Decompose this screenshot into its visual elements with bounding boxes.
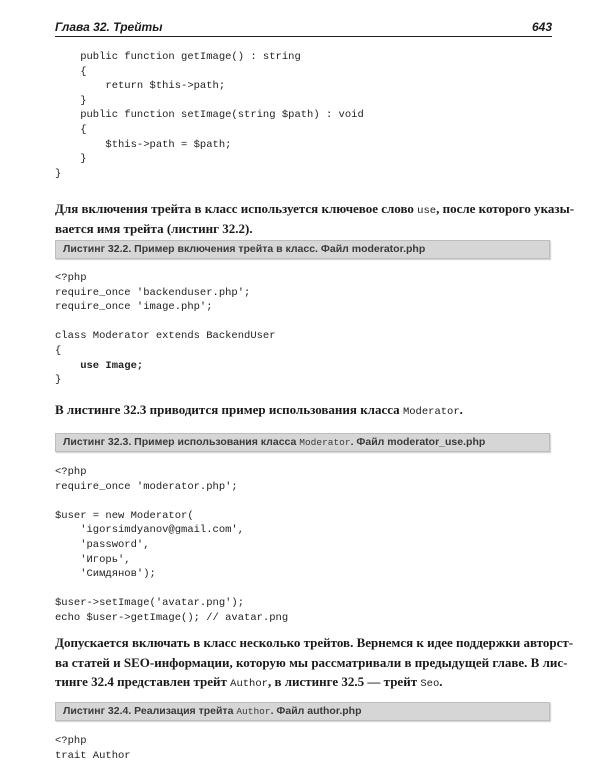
listing-32-4-code — [55, 734, 131, 763]
code-line: { — [55, 344, 62, 357]
paragraph-listing-32-3-intro — [55, 400, 552, 420]
code-line: $user->setImage('avatar.png'); — [55, 597, 245, 610]
code-line: require_once 'backenduser.php'; — [55, 286, 251, 299]
inline-code: Seo — [420, 678, 440, 690]
code-line: public function setImage(string $path) : void — [55, 109, 364, 122]
listing-caption-32-4 — [55, 702, 550, 721]
code-line: require_once 'moderator.php'; — [55, 480, 238, 493]
code-line: $user = new Moderator( — [55, 509, 194, 522]
code-line: } — [55, 94, 87, 107]
text: , в листинге 32.5 — трейт — [267, 674, 418, 689]
inline-code: Moderator — [402, 406, 460, 418]
code-line: } — [55, 374, 62, 387]
text: тинге 32.4 представлен трейт — [55, 674, 227, 689]
code-line: 'Симдянов'); — [55, 568, 156, 581]
inline-code: use — [417, 205, 437, 217]
code-line: 'password', — [55, 538, 150, 551]
code-line: trait Author — [55, 749, 131, 762]
text: . Файл moderator_use.php — [350, 436, 486, 448]
text: . — [459, 402, 463, 417]
code-line: { — [55, 123, 87, 136]
text: . — [439, 674, 443, 689]
text: В листинге 32.3 приводится пример использования класса — [55, 402, 400, 417]
code-line: <?php — [55, 735, 87, 747]
code-line: $this->path = $path; — [55, 138, 232, 151]
text: Листинг 32.4. Реализация трейта — [63, 705, 234, 717]
running-header — [55, 20, 552, 37]
listing-32-3-code — [55, 465, 288, 626]
code-block-continued — [55, 50, 364, 181]
text: вается имя трейта (листинг 32.2). — [55, 220, 253, 236]
paragraph-multiple-traits — [55, 633, 574, 692]
code-line — [55, 582, 288, 597]
listing-caption-32-2: Листинг 32.2. Пример включения трейта в класс. Файл moderator.php — [55, 240, 550, 259]
inline-code: Author — [230, 678, 268, 690]
listing-caption-32-3 — [55, 433, 550, 452]
code-line: require_once 'image.php'; — [55, 301, 213, 314]
text: . Файл author.php — [270, 705, 362, 717]
code-line: <?php — [55, 466, 87, 478]
code-line: { — [55, 65, 87, 78]
code-line: public function getImage() : string — [55, 51, 301, 63]
text: Для включения трейта в класс используется ключевое слово — [55, 201, 414, 216]
text: Листинг 32.3. Пример использования класса — [63, 436, 297, 448]
inline-code: Moderator — [299, 437, 351, 448]
inline-code: Author — [236, 706, 271, 717]
code-line: 'igorsimdyanov@gmail.com', — [55, 524, 245, 537]
code-line: 'Игорь', — [55, 553, 131, 566]
page-number: 643 — [531, 20, 552, 34]
paragraph-use-keyword — [55, 199, 575, 238]
text: Допускается включать в класс несколько трейтов. Вернемся к идее поддержки авторст- — [55, 635, 574, 650]
text: , после которого указы- — [436, 201, 575, 216]
code-line: } — [55, 153, 87, 166]
code-line: class Moderator extends BackendUser — [55, 330, 276, 343]
code-line: echo $user->getImage(); // avatar.png — [55, 611, 289, 624]
listing-32-2-code — [55, 271, 276, 388]
code-line: return $this->path; — [55, 80, 226, 93]
text: ва статей и SEO-информации, которую мы рассматривали в предыдущей главе. В лис- — [55, 654, 568, 670]
code-line: <?php — [55, 272, 87, 284]
code-line — [55, 494, 288, 509]
code-line: } — [55, 167, 62, 180]
code-line: use Image; — [55, 359, 144, 372]
code-line — [55, 315, 276, 330]
chapter-title: Глава 32. Трейты — [55, 20, 163, 34]
